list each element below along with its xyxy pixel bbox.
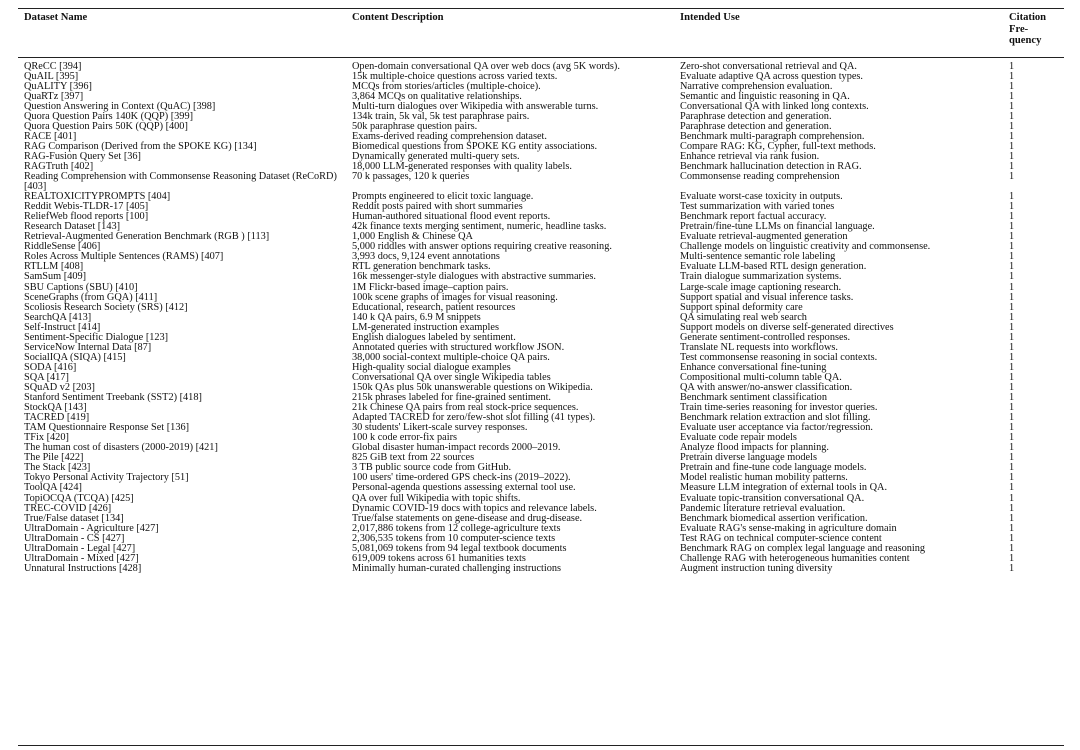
dataset-name-cell: Reading Comprehension with Commonsense Reasoning Dataset (ReCoRD) [403] <box>24 171 337 193</box>
intended-use-cell: Paraphrase detection and generation. <box>680 120 832 132</box>
intended-use-cell: QA with answer/no-answer classification. <box>680 382 853 393</box>
intended-use-cell: Enhance conversational fine-tuning <box>680 361 827 373</box>
content-description-cell: Educational, research, patient resources <box>352 301 516 313</box>
content-description-cell: 100 k code error-fix pairs <box>352 432 458 444</box>
header-frequency-line: Citation <box>1009 12 1047 23</box>
table-row <box>18 443 1064 453</box>
content-description-cell: 1,000 English & Chinese QA <box>352 231 473 243</box>
top-rule <box>18 8 1064 9</box>
content-description-cell: 619,009 tokens across 61 humanities texts <box>352 552 526 564</box>
intended-use-cell: Analyze flood impacts for planning. <box>680 442 829 454</box>
citation-frequency-cell: 1 <box>1009 382 1015 393</box>
citation-frequency-cell: 1 <box>1009 351 1015 363</box>
table-row <box>18 423 1064 433</box>
intended-use-cell: Augment instruction tuning diversity <box>680 562 833 574</box>
intended-use-cell: Pretrain diverse language models <box>680 452 817 464</box>
citation-frequency-cell: 1 <box>1009 251 1015 263</box>
header-frequency-line: quency <box>1009 35 1042 47</box>
content-description-cell: 140 k QA pairs, 6.9 M snippets <box>352 311 481 323</box>
citation-frequency-cell: 1 <box>1009 482 1015 494</box>
intended-use-cell: Translate NL requests into workflows. <box>680 341 838 353</box>
intended-use-cell: Benchmark sentiment classification <box>680 392 827 404</box>
content-description-cell: 150k QAs plus 50k unanswerable questions on Wikipedia. <box>352 382 593 393</box>
content-description-cell: 134k train, 5k val, 5k test paraphrase pairs. <box>352 110 530 122</box>
dataset-name-cell: UltraDomain - Legal [427] <box>24 542 136 554</box>
intended-use-cell: Compositional multi-column table QA. <box>680 371 842 383</box>
content-description-cell: English dialogues labeled by sentiment. <box>352 331 516 343</box>
content-description-cell: 38,000 social-context multiple-choice QA pairs. <box>352 351 550 363</box>
content-description-cell: 42k finance texts merging sentiment, numeric, headline tasks. <box>352 221 607 233</box>
dataset-name-cell: Roles Across Multiple Sentences (RAMS) [407] <box>24 251 224 263</box>
citation-frequency-cell: 1 <box>1009 492 1015 504</box>
table-row <box>18 483 1064 493</box>
table-row <box>18 172 1064 192</box>
dataset-name-cell: REALTOXICITYPROMPTS [404] <box>24 191 171 203</box>
intended-use-cell: Support spatial and visual inference tasks. <box>680 291 854 303</box>
dataset-name-cell: Question Answering in Context (QuAC) [398] <box>24 100 216 112</box>
dataset-name-cell: RACE [401] <box>24 130 77 142</box>
content-description-cell: 1M Flickr-based image–caption pairs. <box>352 281 509 293</box>
content-description-cell: 21k Chinese QA pairs from real stock-price sequences. <box>352 402 579 414</box>
dataset-name-cell: StockQA [143] <box>24 402 87 414</box>
intended-use-cell: Support spinal deformity care <box>680 301 803 313</box>
content-description-cell: 5,081,069 tokens from 94 legal textbook documents <box>352 542 567 554</box>
intended-use-cell: Challenge models on linguistic creativity and commonsense. <box>680 241 931 253</box>
header-intended-use: Intended Use <box>680 12 740 23</box>
content-description-cell: Dynamic COVID-19 docs with topics and relevance labels. <box>352 502 597 514</box>
citation-frequency-cell: 1 <box>1009 241 1015 253</box>
intended-use-cell: Paraphrase detection and generation. <box>680 110 832 122</box>
citation-frequency-cell: 1 <box>1009 522 1015 534</box>
dataset-name-cell: Sentiment-Specific Dialogue [123] <box>24 331 169 343</box>
content-description-cell: Multi-turn dialogues over Wikipedia with answerable turns. <box>352 100 599 112</box>
content-description-cell: Conversational QA over single Wikipedia tables <box>352 371 551 383</box>
dataset-name-cell: ToolQA [424] <box>24 482 82 494</box>
table-row <box>18 564 1064 574</box>
content-description-cell: 2,306,535 tokens from 10 computer-science texts <box>352 532 556 544</box>
intended-use-cell: Evaluate code repair models <box>680 432 797 444</box>
citation-frequency-cell: 1 <box>1009 341 1015 353</box>
dataset-name-cell: TACRED [419] <box>24 412 90 424</box>
content-description-cell: 70 k passages, 120 k queries <box>352 171 470 183</box>
content-description-cell: 100 users' time-ordered GPS check-ins (2019–2022). <box>352 472 571 484</box>
dataset-name-cell: TopiOCQA (TCQA) [425] <box>24 492 134 504</box>
content-description-cell: QA over full Wikipedia with topic shifts. <box>352 492 521 504</box>
dataset-name-cell: Stanford Sentiment Treebank (SST2) [418] <box>24 392 202 404</box>
citation-frequency-cell: 1 <box>1009 562 1015 574</box>
dataset-name-cell: SODA [416] <box>24 361 77 373</box>
content-description-cell: 30 students' Likert-scale survey responses. <box>352 422 528 434</box>
dataset-name-cell: SocialIQA (SIQA) [415] <box>24 351 126 363</box>
content-description-cell: Dynamically generated multi-query sets. <box>352 150 520 162</box>
intended-use-cell: Evaluate worst-case toxicity in outputs. <box>680 191 843 203</box>
dataset-name-cell: The human cost of disasters (2000-2019) [421] <box>24 442 218 454</box>
citation-frequency-cell: 1 <box>1009 532 1015 544</box>
intended-use-cell: Support models on diverse self-generated directives <box>680 321 894 333</box>
intended-use-cell: Benchmark biomedical assertion verification. <box>680 512 868 524</box>
dataset-name-cell: ReliefWeb flood reports [100] <box>24 211 149 223</box>
content-description-cell: Minimally human-curated challenging instructions <box>352 562 562 574</box>
intended-use-cell: Compare RAG: KG, Cypher, full-text methods. <box>680 140 876 152</box>
citation-frequency-cell: 1 <box>1009 301 1015 313</box>
content-description-cell: 3,993 docs, 9,124 event annotations <box>352 251 500 263</box>
content-description-cell: 215k phrases labeled for fine-grained sentiment. <box>352 392 552 404</box>
citation-frequency-cell: 1 <box>1009 191 1015 203</box>
citation-frequency-cell: 1 <box>1009 422 1015 434</box>
header-citation-frequency <box>1009 12 1059 47</box>
content-description-cell: High-quality social dialogue examples <box>352 361 511 373</box>
dataset-name-cell: Unnatural Instructions [428] <box>24 562 142 574</box>
header-dataset-name: Dataset Name <box>24 12 88 23</box>
citation-frequency-cell: 1 <box>1009 120 1015 132</box>
content-description-cell: 16k messenger-style dialogues with abstractive summaries. <box>352 271 596 283</box>
content-description-cell: True/false statements on gene-disease and drug-disease. <box>352 512 583 524</box>
table-row <box>18 353 1064 363</box>
intended-use-cell: Train dialogue summarization systems. <box>680 271 842 283</box>
dataset-name-cell: TREC-COVID [426] <box>24 502 112 514</box>
table-row <box>18 72 1064 82</box>
dataset-name-cell: RAG-Fusion Query Set [36] <box>24 150 141 162</box>
content-description-cell: RTL generation benchmark tasks. <box>352 261 491 273</box>
citation-frequency-cell: 1 <box>1009 271 1015 283</box>
table-row <box>18 192 1064 202</box>
citation-frequency-cell: 1 <box>1009 221 1015 233</box>
citation-frequency-cell: 1 <box>1009 412 1015 424</box>
content-description-cell: Exams-derived reading comprehension dataset. <box>352 130 547 142</box>
dataset-name-cell: Research Dataset [143] <box>24 221 121 233</box>
citation-frequency-cell: 1 <box>1009 110 1015 122</box>
dataset-name-cell: SQA [417] <box>24 371 69 383</box>
content-description-cell: Human-authored situational flood event reports. <box>352 211 551 223</box>
content-description-cell: 15k multiple-choice questions across varied texts. <box>352 70 558 82</box>
table-row <box>18 142 1064 152</box>
intended-use-cell: Pretrain and fine-tune code language models. <box>680 462 867 474</box>
content-description-cell: 3 TB public source code from GitHub. <box>352 462 512 474</box>
content-description-cell: 100k scene graphs of images for visual reasoning. <box>352 291 558 303</box>
intended-use-cell: Evaluate topic-transition conversational QA. <box>680 492 865 504</box>
intended-use-cell: Benchmark RAG on complex legal language and reasoning <box>680 542 926 554</box>
content-description-cell: 2,017,886 tokens from 12 college-agriculture texts <box>352 522 561 534</box>
table-row <box>18 82 1064 92</box>
content-description-cell: 18,000 LLM-generated responses with quality labels. <box>352 160 572 172</box>
citation-frequency-cell: 1 <box>1009 291 1015 303</box>
citation-frequency-cell: 1 <box>1009 472 1015 484</box>
intended-use-cell: Test summarization with varied tones <box>680 201 835 213</box>
content-description-cell: Open-domain conversational QA over web docs (avg 5K words). <box>352 60 620 72</box>
dataset-name-cell: Quora Question Pairs 50K (QQP) [400] <box>24 120 188 132</box>
content-description-cell: Adapted TACRED for zero/few-shot slot filling (41 types). <box>352 412 596 424</box>
intended-use-cell: Test commonsense reasoning in social contexts. <box>680 351 878 363</box>
citation-frequency-cell: 1 <box>1009 60 1015 72</box>
citation-frequency-cell: 1 <box>1009 140 1015 152</box>
citation-frequency-cell: 1 <box>1009 311 1015 323</box>
intended-use-cell: Narrative comprehension evaluation. <box>680 80 833 92</box>
citation-frequency-cell: 1 <box>1009 150 1015 162</box>
dataset-name-cell: SceneGraphs (from GQA) [411] <box>24 291 158 303</box>
dataset-name-cell: Scoliosis Research Society (SRS) [412] <box>24 301 188 313</box>
content-description-cell: Annotated queries with structured workflow JSON. <box>352 341 565 353</box>
citation-frequency-cell: 1 <box>1009 130 1015 142</box>
table-row <box>18 323 1064 333</box>
dataset-name-cell: The Pile [422] <box>24 452 84 464</box>
dataset-name-cell: Tokyo Personal Activity Trajectory [51] <box>24 472 189 484</box>
table-row <box>18 303 1064 313</box>
citation-frequency-cell: 1 <box>1009 552 1015 564</box>
intended-use-cell: Conversational QA with linked long contexts. <box>680 100 869 112</box>
intended-use-cell: Evaluate LLM-based RTL design generation. <box>680 261 867 273</box>
citation-frequency-cell: 1 <box>1009 281 1015 293</box>
table-row <box>18 252 1064 262</box>
intended-use-cell: Evaluate user acceptance via factor/regression. <box>680 422 873 434</box>
citation-frequency-cell: 1 <box>1009 502 1015 514</box>
citation-frequency-cell: 1 <box>1009 231 1015 243</box>
dataset-name-cell: UltraDomain - CS [427] <box>24 532 125 544</box>
intended-use-cell: Semantic and linguistic reasoning in QA. <box>680 90 850 102</box>
intended-use-cell: Model realistic human mobility patterns. <box>680 472 848 484</box>
dataset-name-cell: The Stack [423] <box>24 462 91 474</box>
dataset-name-cell: Quora Question Pairs 140K (QQP) [399] <box>24 110 194 122</box>
dataset-name-cell: TFix [420] <box>24 432 69 444</box>
intended-use-cell: Large-scale image captioning research. <box>680 281 842 293</box>
header-rule <box>18 57 1064 58</box>
citation-frequency-cell: 1 <box>1009 100 1015 112</box>
citation-frequency-cell: 1 <box>1009 70 1015 82</box>
intended-use-cell: Enhance retrieval via rank fusion. <box>680 150 820 162</box>
content-description-cell: Biomedical questions from SPOKE KG entity associations. <box>352 140 598 152</box>
dataset-table <box>18 0 1076 750</box>
citation-frequency-cell: 1 <box>1009 90 1015 102</box>
dataset-name-cell: Reddit Webis-TLDR-17 [405] <box>24 201 149 213</box>
dataset-name-cell: True/False dataset [134] <box>24 512 124 524</box>
dataset-name-cell: Self-Instruct [414] <box>24 321 101 333</box>
content-description-cell: 50k paraphrase question pairs. <box>352 120 478 132</box>
intended-use-cell: Evaluate retrieval-augmented generation <box>680 231 848 243</box>
citation-frequency-cell: 1 <box>1009 160 1015 172</box>
dataset-name-cell: UltraDomain - Agriculture [427] <box>24 522 159 534</box>
table-body <box>18 62 1064 574</box>
intended-use-cell: Benchmark multi-paragraph comprehension. <box>680 130 865 142</box>
citation-frequency-cell: 1 <box>1009 371 1015 383</box>
citation-frequency-cell: 1 <box>1009 80 1015 92</box>
table-row <box>18 313 1064 323</box>
dataset-name-cell: ServiceNow Internal Data [87] <box>24 341 152 353</box>
dataset-name-cell: QReCC [394] <box>24 60 82 72</box>
citation-frequency-cell: 1 <box>1009 261 1015 273</box>
citation-frequency-cell: 1 <box>1009 452 1015 464</box>
citation-frequency-cell: 1 <box>1009 361 1015 373</box>
intended-use-cell: Benchmark hallucination detection in RAG. <box>680 160 862 172</box>
citation-frequency-cell: 1 <box>1009 432 1015 444</box>
citation-frequency-cell: 1 <box>1009 542 1015 554</box>
header-frequency-line: Fre- <box>1009 23 1029 35</box>
intended-use-cell: Pretrain/fine-tune LLMs on financial language. <box>680 221 875 233</box>
intended-use-cell: Measure LLM integration of external tools in QA. <box>680 482 888 494</box>
content-description-cell: LM-generated instruction examples <box>352 321 499 333</box>
citation-frequency-cell: 1 <box>1009 201 1015 213</box>
content-description-cell: 5,000 riddles with answer options requiring creative reasoning. <box>352 241 612 253</box>
content-description-cell: 3,864 MCQs on qualitative relationships. <box>352 90 522 102</box>
citation-frequency-cell: 1 <box>1009 211 1015 223</box>
dataset-name-cell: QuAIL [395] <box>24 70 79 82</box>
dataset-name-cell: SamSum [409] <box>24 271 87 283</box>
citation-frequency-cell: 1 <box>1009 392 1015 404</box>
dataset-name-cell: SearchQA [413] <box>24 311 92 323</box>
dataset-name-cell: QuALITY [396] <box>24 80 92 92</box>
dataset-name-cell: TAM Questionnaire Response Set [136] <box>24 422 190 434</box>
content-description-cell: Personal-agenda questions assessing external tool use. <box>352 482 576 494</box>
citation-frequency-cell: 1 <box>1009 331 1015 343</box>
dataset-name-cell: QuaRTz [397] <box>24 90 84 102</box>
dataset-name-cell: RAGTruth [402] <box>24 160 94 172</box>
content-description-cell: MCQs from stories/articles (multiple-choice). <box>352 80 541 92</box>
dataset-name-cell: RAG Comparison (Derived from the SPOKE KG) [134] <box>24 140 257 152</box>
intended-use-cell: Evaluate RAG's sense-making in agriculture domain <box>680 522 897 534</box>
intended-use-cell: Generate sentiment-controlled responses. <box>680 331 851 343</box>
content-description-cell: Reddit posts paired with short summaries <box>352 201 523 213</box>
citation-frequency-cell: 1 <box>1009 512 1015 524</box>
dataset-name-cell: Retrieval-Augmented Generation Benchmark (RGB ) [113] <box>24 231 270 243</box>
citation-frequency-cell: 1 <box>1009 171 1015 183</box>
bottom-rule <box>18 745 1064 746</box>
citation-frequency-cell: 1 <box>1009 402 1015 414</box>
intended-use-cell: Train time-series reasoning for investor queries. <box>680 402 878 414</box>
intended-use-cell: Zero-shot conversational retrieval and QA. <box>680 60 857 72</box>
intended-use-cell: Multi-sentence semantic role labeling <box>680 251 836 263</box>
intended-use-cell: Challenge RAG with heterogeneous humanities content <box>680 552 910 564</box>
intended-use-cell: QA simulating real web search <box>680 311 807 323</box>
content-description-cell: 825 GiB text from 22 sources <box>352 452 475 464</box>
citation-frequency-cell: 1 <box>1009 442 1015 454</box>
intended-use-cell: Benchmark relation extraction and slot filling. <box>680 412 871 424</box>
dataset-name-cell: SQuAD v2 [203] <box>24 382 95 393</box>
dataset-name-cell: RTLLM [408] <box>24 261 84 273</box>
table-row <box>18 272 1064 282</box>
intended-use-cell: Evaluate adaptive QA across question types. <box>680 70 864 82</box>
dataset-name-cell: SBU Captions (SBU) [410] <box>24 281 138 293</box>
intended-use-cell: Benchmark report factual accuracy. <box>680 211 827 223</box>
intended-use-cell: Test RAG on technical computer-science content <box>680 532 882 544</box>
citation-frequency-cell: 1 <box>1009 462 1015 474</box>
header-content-description: Content Description <box>352 12 444 23</box>
citation-frequency-cell: 1 <box>1009 321 1015 333</box>
table-row <box>18 453 1064 463</box>
content-description-cell: Prompts engineered to elicit toxic language. <box>352 191 534 203</box>
intended-use-cell: Commonsense reading comprehension <box>680 171 840 183</box>
dataset-name-cell: RiddleSense [406] <box>24 241 101 253</box>
content-description-cell: Global disaster human-impact records 2000–2019. <box>352 442 561 454</box>
dataset-name-cell: UltraDomain - Mixed [427] <box>24 552 139 564</box>
intended-use-cell: Pandemic literature retrieval evaluation. <box>680 502 846 514</box>
